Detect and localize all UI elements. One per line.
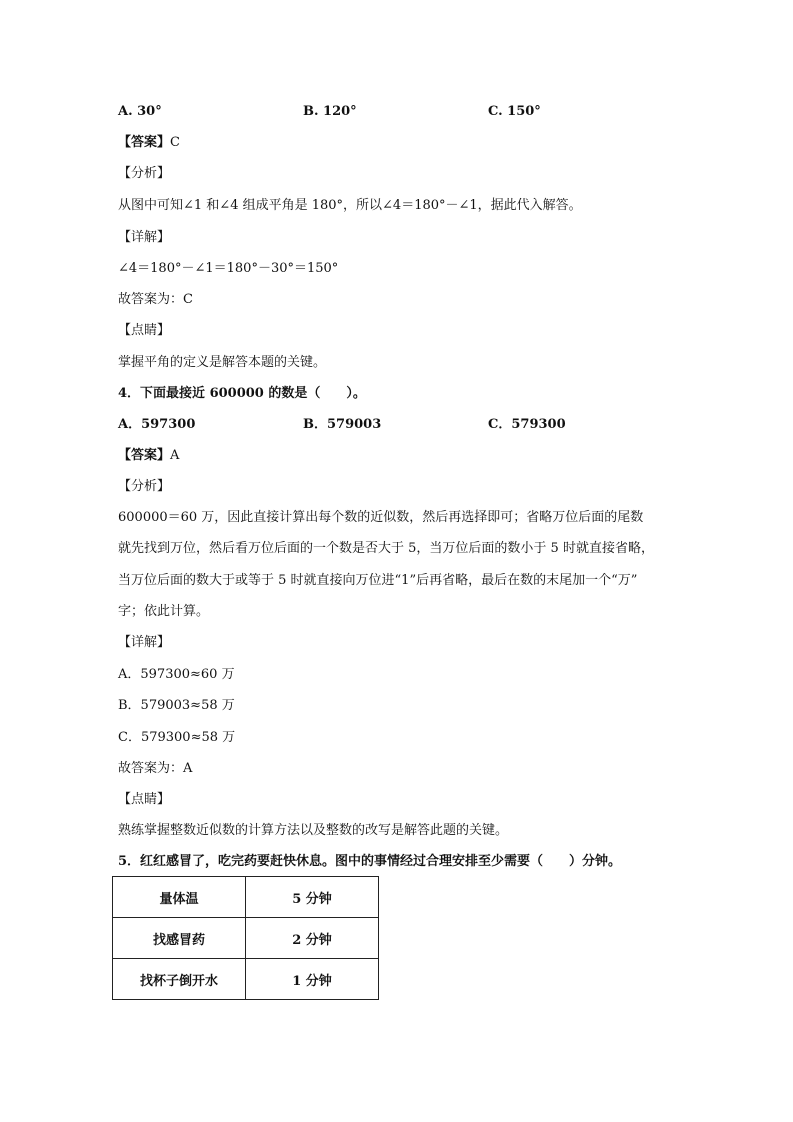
q4-conclusion: 故答案为：A bbox=[118, 761, 193, 776]
q4-analysis-line: 600000＝60 万，因此直接计算出每个数的近似数，然后再选择即可；省略万位后面的尾数 bbox=[118, 510, 644, 525]
q4-point-tag: 【点睛】 bbox=[118, 792, 171, 807]
task-name-cell: 找感冒药 bbox=[113, 918, 246, 959]
q3-option-c: C. 150° bbox=[488, 104, 541, 119]
q3-analysis-tag: 【分析】 bbox=[118, 166, 171, 181]
q4-option-a: A．597300 bbox=[118, 417, 196, 432]
q4-analysis-tag: 【分析】 bbox=[118, 479, 171, 494]
q5-question: 5．红红感冒了，吃完药要赶快休息。图中的事情经过合理安排至少需要（ ）分钟。 bbox=[118, 854, 622, 869]
task-time-cell: 1 分钟 bbox=[246, 959, 379, 1000]
task-time-cell: 5 分钟 bbox=[246, 877, 379, 918]
q3-option-a: A. 30° bbox=[118, 104, 162, 119]
q3-point-tag: 【点睛】 bbox=[118, 323, 171, 338]
q3-point: 掌握平角的定义是解答本题的关键。 bbox=[118, 355, 327, 370]
q4-detail-line: B．579003≈58 万 bbox=[118, 698, 235, 713]
task-name-cell: 找杯子倒开水 bbox=[113, 959, 246, 1000]
table-row bbox=[113, 918, 379, 959]
task-time-cell: 2 分钟 bbox=[246, 918, 379, 959]
q4-analysis-line: 当万位后面的数大于或等于 5 时就直接向万位进“1”后再省略，最后在数的末尾加一个“万” bbox=[118, 573, 638, 588]
q3-analysis: 从图中可知∠1 和∠4 组成平角是 180°，所以∠4＝180°－∠1，据此代入解答。 bbox=[118, 198, 582, 213]
q4-detail-line: C．579300≈58 万 bbox=[118, 730, 236, 745]
answer-tag: 【答案】 bbox=[118, 448, 171, 463]
q5-task-table bbox=[112, 876, 379, 1000]
q4-point: 熟练掌握整数近似数的计算方法以及整数的改写是解答此题的关键。 bbox=[118, 823, 509, 838]
q3-conclusion: 故答案为：C bbox=[118, 292, 193, 307]
q3-answer bbox=[118, 134, 180, 152]
q4-analysis-line: 字；依此计算。 bbox=[118, 604, 210, 619]
q4-option-c: C．579300 bbox=[488, 417, 566, 432]
table-row bbox=[113, 959, 379, 1000]
q3-detail: ∠4＝180°－∠1＝180°－30°＝150° bbox=[118, 261, 339, 276]
table-row bbox=[113, 877, 379, 918]
q3-option-b: B. 120° bbox=[303, 104, 357, 119]
answer-tag: 【答案】 bbox=[118, 135, 171, 150]
q4-question: 4．下面最接近 600000 的数是（ ）。 bbox=[118, 386, 366, 401]
q4-analysis-line: 就先找到万位，然后看万位后面的一个数是否大于 5，当万位后面的数小于 5 时就直接省略， bbox=[118, 541, 654, 556]
answer-value: A bbox=[170, 448, 180, 463]
q4-detail-tag: 【详解】 bbox=[118, 635, 171, 650]
answer-value: C bbox=[170, 135, 180, 150]
q4-detail-line: A．597300≈60 万 bbox=[118, 667, 235, 682]
q3-detail-tag: 【详解】 bbox=[118, 230, 171, 245]
task-name-cell: 量体温 bbox=[113, 877, 246, 918]
q4-answer bbox=[118, 447, 179, 465]
q4-option-b: B．579003 bbox=[303, 417, 382, 432]
